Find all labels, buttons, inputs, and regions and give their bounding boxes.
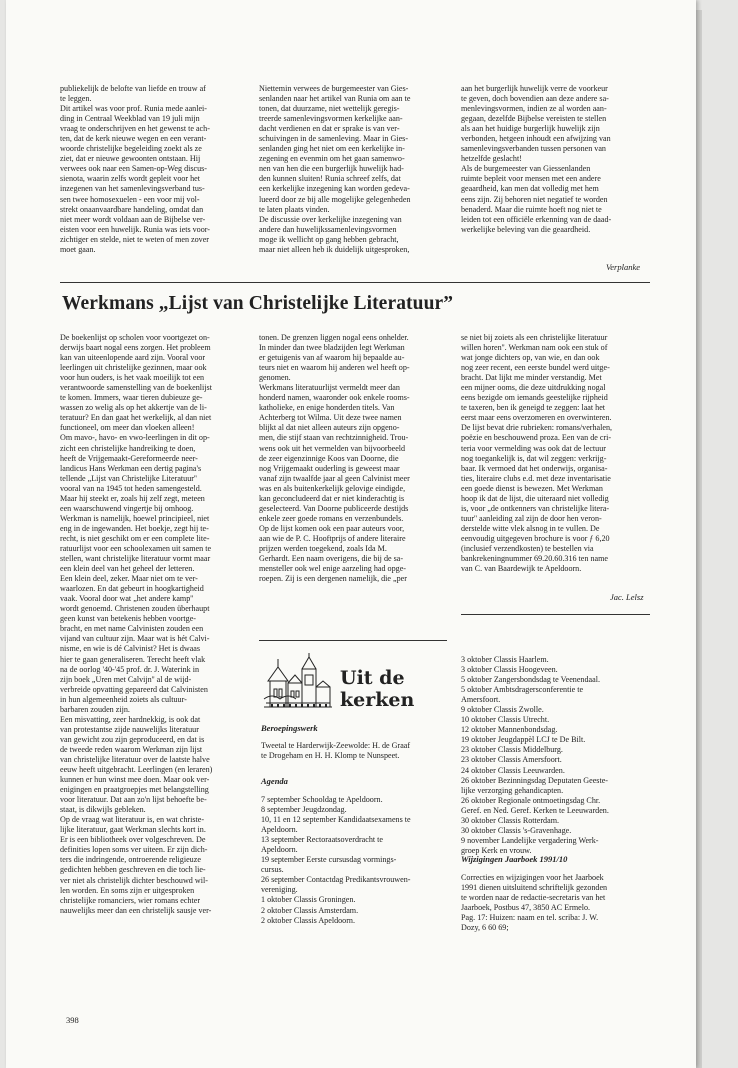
top-column-1: publiekelijk de belofte van liefde en trouw af te leggen. Dit artikel was voor prof. Runia mede aanlei- ding in Centraal Weekblad van 19 juli mijn vraag te onderschrijven en het gewenst te ach- ten, dat de kerk nieuwe wegen en een verant- woorde christelijke begeleiding zoekt als ze ziet, dat er nieuwe gewoonten ontstaan. Hij verwees ook naar een Samen-op-Weg discus- sienota, waarin zelfs wordt gepleit voor het inzegenen van het samenlevingsverband tus- sen twee homosexuelen - een voor mij vol- strekt onaanvaardbare handeling, omdat dan niet meer wordt voldaan aan de Bijbelse ver- eisten voor een huwelijk. Runia was iets voor- zichtiger en stelde, niet te weten of men zover moet gaan.	[60, 84, 210, 254]
column-divider	[461, 614, 650, 615]
church-icon	[262, 653, 334, 711]
page-number: 398	[66, 1015, 79, 1025]
author-signature-article: Jac. Lelsz	[610, 592, 644, 602]
kerken-top-rule	[259, 640, 447, 641]
magazine-page	[6, 0, 696, 1068]
article-column-3: se niet bij zoiets als een christelijke literatuur willen horen''. Werkman nam ook een stuk of wat jonge dichters op, van wie, en dan ook nog zeer recent, een eerste bundel werd uitge- bracht. Dat lijkt me minder verstandig. Met een mijner ooms, die deze uitdrukking nogal eens bezigde om iemands geestelijke rijpheid te taxeren, ben ik geneigd te zeggen: laat het eerst maar eens overzomeren en overwinteren. De lijst bevat drie rubrieken: romans/verhalen, poëzie en beschouwend proza. Een van de cri- teria voor vermelding was ook dat de lectuur nog toegankelijk is, dat wil zeggen: verkrijg- baar. Ik vermoed dat het onderwijs, organisa- ties, literaire clubs e.d. met deze inventarisatie een goede dienst is bewezen. Met Werkman hoop ik dat de lijst, die uiteraard niet volledig is, voor „de ontkenners van christelijke litera- tuur'' aanleiding zal zijn de door hen veron- derstelde witte vlek alsnog in te vullen. De eenvoudig uitgegeven brochure is voor ƒ 6,20 (inclusief verzendkosten) te bestellen via bankrekeningnummer 69.20.60.316 ten name van C. van Baardewijk te Apeldoorn.	[461, 333, 613, 574]
agenda-text: 7 september Schooldag te Apeldoorn. 8 september Jeugdzondag. 10, 11 en 12 september Kandidaatsexamens te Apeldoorn. 13 september Rectoraatsoverdracht te Apeldoorn. 19 september Eerste cursusdag vormings- cursus. 26 september Contactdag Predikantsvrouwen- vereniging. 1 oktober Classis Groningen. 2 oktober Classis Amsterdam. 2 oktober Classis Apeldoorn.	[261, 795, 411, 925]
article-column-2: tonen. De grenzen liggen nogal eens onhelder. In minder dan twee bladzijden legt Werkman er getuigenis van af waarom hij bepaalde au- teurs niet en waarom hij anderen wel heeft op- genomen. Werkmans literatuurlijst vermeldt meer dan honderd namen, waaronder ook enkele rooms- katholieke, en enige honderden titels. Van Achterberg tot Wilma. Uit deze twee namen blijkt al dat niet alleen auteurs zijn opgeno- men, die stijf staan van rechtzinnigheid. Trou- wens ook uit het vermelden van bijvoorbeeld de zeer eigenzinnige Koos van Doorne, die nog Vrijgemaakt ouderling is geweest maar vanaf zijn twaalfde jaar al geen Calvinist meer was en als buitenkerkelijk gelovige eindigde, kan geconcludeerd dat er niet kinderachtig is geselecteerd. Van Doorne publiceerde destijds enkele zeer goede romans en verzenbundels. Op de lijst komen ook een paar auteurs voor, aan wie de P. C. Hooftprijs of andere literaire prijzen werden toegekend, zoals Ida M. Gerhardt. Een naam overigens, die bij de sa- mensteller ook wel enige aarzeling had opge- roepen. Zij is een dergenen namelijk, die „per	[259, 333, 410, 584]
agenda-heading: Agenda	[261, 776, 288, 786]
top-column-2: Niettemin verwees de burgemeester van Gies- senlanden naar het artikel van Runia om aan te tonen, dat duurzame, niet wettelijk geregis- treerde samenlevingsvormen kerkelijke aan- dacht verdienen en dat er sprake is van ver- schuivingen in de samenleving. Maar in Gies- senlanden ging het niet om een kerkelijke in- zegening en evenmin om het gaan samenwo- nen van hen die een burgerlijk huwelijk had- den kunnen sluiten! Runia schreef zelfs, dat een kerkelijke inzegening kan worden gedeva- lueerd door ze bij alle mogelijke gelegenheden te laten plaats vinden. De discussie over kerkelijke inzegening van andere dan huwelijkssamenlevingsvormen moge ik wellicht op gang hebben gebracht, maar niet alleen heb ik duidelijk uitgesproken,	[259, 84, 411, 254]
kerken-title: Uit de kerken	[340, 667, 415, 711]
beroepingswerk-heading: Beroepingswerk	[261, 723, 318, 733]
article-column-1: De boekenlijst op scholen voor voortgezet on- derwijs baart nogal eens zorgen. Het probleem kan van uiteenlopende aard zijn. Vooral voor leerlingen uit christelijke gezinnen, maar ook voor hun ouders, is het vaak moeilijk tot een verantwoorde samenstelling van de boekenlijst te komen. Immers, waar tieren dubieuze ge- wassen zo welig als op het akkertje van de li- teratuur? En dan gaat het werkelijk, al dan niet functioneel, om meer dan vloeken alleen! Om mavo-, havo- en vwo-leerlingen in dit op- zicht een christelijke handreiking te doen, heeft de Vrijgemaakt-Gereformeerde neer- landicus Hans Werkman een dertig pagina's tellende „Lijst van Christelijke Literatuur'' vooral van na 1945 tot heden samengesteld. Maar hij steekt er, zoals hij zelf zegt, meteen een waarschuwend vingertje bij omhoog. Werkman is namelijk, hoewel principieel, niet eng in de ingewanden. Het boekje, zegt hij te- recht, is niet geschikt om er een complete lite- ratuurlijst voor een schoolexamen uit samen te stellen, want christelijke literatuur vormt maar een klein deel van het geheel der letteren. Een klein deel, zeker. Maar niet om te ver- waarlozen. En dat gebeurt in hoogkartigheid vaak. Vooral door wat „het andere kamp'' wordt genoemd. Christenen zouden überhaupt geen kunst van betekenis hebben voortge- bracht, en met name Calvinisten zouden een vijand van cultuur zijn. Maar wat is hét Calvi- nisme, en wie is dé Calvinist? Het is dwaas hier te gaan generaliseren. Terecht heeft vlak na de oorlog '40-'45 prof. dr. J. Waterink in zijn boek „Uren met Calvijn'' al de wijd- verbreide opvatting gepareerd dat Calvinisten in hun algemeenheid zoiets als cultuur- barbaren zouden zijn. Een misvatting, zeer hardnekkig, is ook dat van protestantse zijde nauwelijks literatuur van gewicht zou zijn geproduceerd, en dat is de tweede reden waarom Werkman zijn lijst van christelijke literatuur over de laatste halve eeuw heeft uitgebracht. Leerlingen (en leraren) kunnen er hun winst mee doen. Maar ook ver- enigingen en praatgroepjes met belangstelling voor literatuur. Dat aan zo'n lijst behoefte be- staat, is dikwijls gebleken. Op de vraag wat literatuur is, en wat christe- lijke literatuur, gaat Werkman slechts kort in. Er is een bibliotheek over volgeschreven. De definities lopen soms ver uiteen. Er zijn dich- ters die indringende, ontroerende religieuze gedichten hebben geschreven en die toch lie- ver niet als christelijk dichter beschouwd wil- len worden. En soms zijn er uitgesproken christelijke romanciers, wier romans echter nauwelijks meer dan een christelijk sausje ver-	[60, 333, 213, 915]
page-edge	[696, 10, 702, 1068]
wijzigingen-text: Correcties en wijzigingen voor het Jaarboek 1991 dienen uitsluitend schriftelijk gezonden te worden naar de redactie-secretaris van het Jaarboek, Postbus 47, 3850 AC Ermelo. Pag. 17: Huizen: naam en tel. scriba: J. W. Dozy, 6 60 69;	[461, 873, 608, 933]
article-title: Werkmans „Lijst van Christelijke Literatuur”	[62, 293, 454, 314]
author-signature-top: Verplanke	[606, 262, 640, 272]
top-column-3: aan het burgerlijk huwelijk verre de voorkeur te geven, doch bovendien aan deze andere sa- menlevingsvormen, indien ze al worden aan- gegaan, dezelfde Bijbelse vereisten te stellen als aan het huidige burgerlijk huwelijk zijn verbonden, hetgeen inhoudt een afwijzing van samenlevingsverbanden tussen personen van hetzelfde geslacht! Als de burgemeester van Giessenlanden ruimte bepleit voor mensen met een andere geaardheid, kan men dat volledig met hem eens zijn. Zij behoren niet negatief te worden benaderd. Maar die ruimte hoeft nog niet te leiden tot een officiële erkenning van de daad- werkelijke beleving van die geaardheid.	[461, 84, 612, 234]
section-divider	[60, 282, 650, 283]
wijzigingen-heading: Wijzigingen Jaarboek 1991/10	[461, 854, 568, 864]
agenda-continued: 3 oktober Classis Haarlem. 3 oktober Classis Hoogeveen. 5 oktober Zangersbondsdag te Veenendaal. 5 oktober Ambtsdragersconferentie te Amersfoort. 9 oktober Classis Zwolle. 10 oktober Classis Utrecht. 12 oktober Mannenbondsdag. 19 oktober Jeugdappèl LCJ te De Bilt. 23 oktober Classis Middelburg. 23 oktober Classis Amersfoort. 24 oktober Classis Leeuwarden. 26 oktober Bezinningsdag Deputaten Geeste- lijke verzorging gehandicapten. 26 oktober Regionale ontmoetingsdag Chr. Geref. en Ned. Geref. Kerken te Leeuwarden. 30 oktober Classis Rotterdam. 30 oktober Classis 's-Gravenhage. 9 november Landelijke vergadering Werk- groep Kerk en vrouw.	[461, 655, 609, 855]
beroepingswerk-text: Tweetal te Harderwijk-Zeewolde: H. de Graaf te Drogeham en H. H. Klomp te Nunspeet.	[261, 741, 411, 761]
kerken-header	[262, 657, 457, 712]
